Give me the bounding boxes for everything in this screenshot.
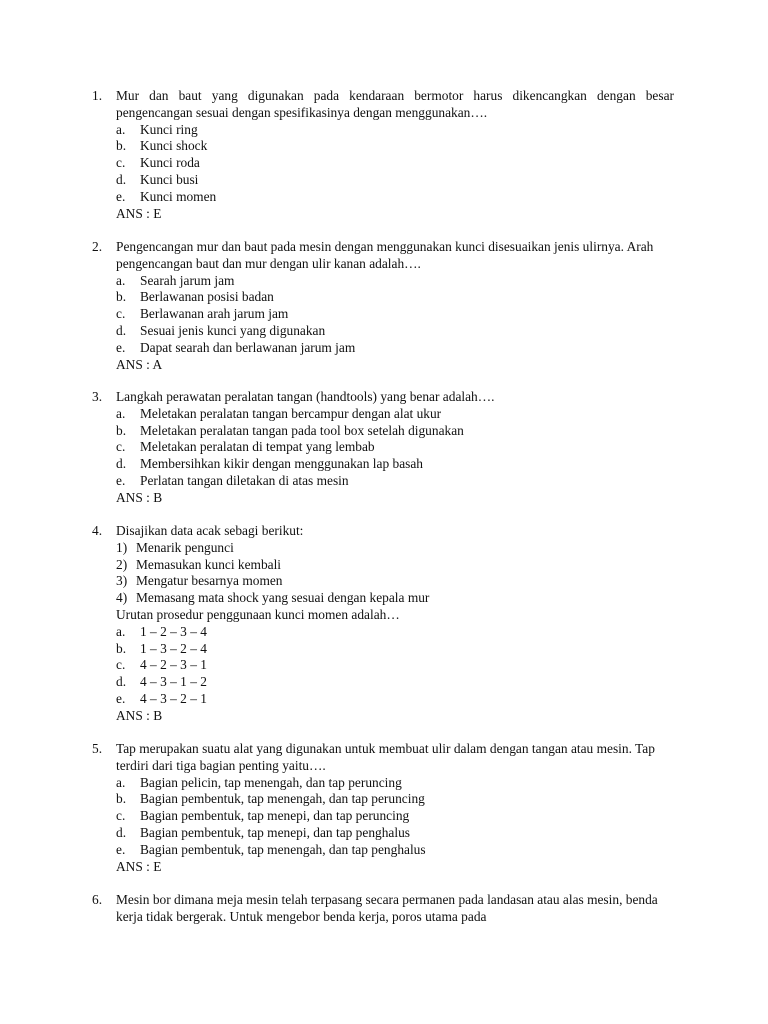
option-letter: e. bbox=[116, 188, 126, 204]
question-text: Mesin bor dimana meja mesin telah terpasang secara permanen pada landasan atau alas mesin, benda kerja tidak bergerak. Untuk mengebor benda kerja, poros utama pada bbox=[116, 892, 658, 924]
option-text: Meletakan peralatan di tempat yang lembab bbox=[140, 439, 375, 455]
question-number: 3. bbox=[92, 389, 103, 404]
option-text: Bagian pelicin, tap menengah, dan tap peruncing bbox=[140, 774, 402, 790]
option-letter: a. bbox=[116, 121, 126, 137]
option-text: 4 – 3 – 2 – 1 bbox=[140, 691, 207, 706]
option-letter: b. bbox=[116, 138, 127, 154]
option-text: Bagian pembentuk, tap menepi, dan tap peruncing bbox=[140, 808, 410, 824]
option-letter: c. bbox=[116, 155, 126, 171]
option-text: Berlawanan arah jarum jam bbox=[140, 306, 289, 322]
option-letter: b. bbox=[116, 791, 127, 807]
option-letter: b. bbox=[116, 422, 127, 438]
question-text: Tap merupakan suatu alat yang digunakan untuk membuat ulir dalam dengan tangan atau mesin. Tap terdiri dari tiga bagian penting yaitu…. bbox=[116, 741, 655, 773]
option-letter: e. bbox=[116, 473, 126, 488]
option-text: Bagian pembentuk, tap menepi, dan tap penghalus bbox=[140, 825, 410, 840]
option-letter: d. bbox=[116, 456, 127, 472]
option-text: Sesuai jenis kunci yang digunakan bbox=[140, 323, 326, 338]
option-letter: a. bbox=[116, 774, 126, 790]
option-text: Kunci momen bbox=[140, 188, 217, 204]
step-number: 3) bbox=[116, 573, 128, 589]
question-number: 6. bbox=[92, 892, 103, 907]
option-text: Kunci shock bbox=[140, 138, 208, 154]
question-text: Disajikan data acak sebagi berikut: bbox=[116, 523, 304, 538]
option-letter: a. bbox=[116, 272, 126, 288]
option-text: 1 – 3 – 2 – 4 bbox=[140, 640, 207, 656]
option-text: 4 – 3 – 1 – 2 bbox=[140, 674, 207, 690]
option-text: Kunci roda bbox=[140, 155, 200, 171]
option-letter: c. bbox=[116, 657, 126, 673]
option-text: Meletakan peralatan tangan pada tool box setelah digunakan bbox=[140, 422, 464, 438]
option-text: Dapat searah dan berlawanan jarum jam bbox=[140, 339, 356, 355]
step-number: 1) bbox=[116, 539, 128, 555]
option-letter: e. bbox=[116, 691, 126, 706]
option-text: Kunci busi bbox=[140, 172, 199, 187]
answer-key: ANS : E bbox=[116, 858, 162, 874]
option-letter: a. bbox=[116, 623, 126, 639]
answer-key: ANS : E bbox=[116, 205, 162, 221]
option-text: 1 – 2 – 3 – 4 bbox=[140, 623, 207, 639]
question-number: 2. bbox=[92, 239, 103, 254]
question-text: Langkah perawatan peralatan tangan (handtools) yang benar adalah…. bbox=[116, 389, 495, 404]
option-letter: d. bbox=[116, 172, 127, 187]
option-text: Perlatan tangan diletakan di atas mesin bbox=[140, 473, 349, 488]
step-number: 2) bbox=[116, 556, 128, 572]
question-number: 4. bbox=[92, 523, 103, 538]
option-letter: c. bbox=[116, 306, 126, 322]
option-letter: e. bbox=[116, 841, 126, 857]
question-text: Pengencangan mur dan baut pada mesin dengan menggunakan kunci disesuaikan jenis ulirnya. Arah pengencangan baut dan mur dengan ulir kanan adalah…. bbox=[116, 239, 654, 271]
option-text: Searah jarum jam bbox=[140, 272, 235, 288]
option-letter: c. bbox=[116, 808, 126, 824]
option-letter: b. bbox=[116, 640, 127, 656]
answer-key: ANS : B bbox=[116, 489, 163, 505]
option-letter: c. bbox=[116, 439, 126, 455]
option-text: 4 – 2 – 3 – 1 bbox=[140, 657, 207, 673]
option-text: Bagian pembentuk, tap menengah, dan tap penghalus bbox=[140, 841, 426, 857]
option-text: Kunci ring bbox=[140, 121, 198, 137]
option-text: Membersihkan kikir dengan menggunakan lap basah bbox=[140, 456, 423, 472]
step-text: Memasukan kunci kembali bbox=[136, 556, 282, 572]
step-text: Memasang mata shock yang sesuai dengan kepala mur bbox=[136, 590, 430, 606]
question-text: Mur dan baut yang digunakan pada kendaraan bermotor harus dikencangkan dengan besar pengencangan sesuai dengan spesifikasinya dengan menggunakan…. bbox=[116, 88, 674, 120]
option-letter: d. bbox=[116, 825, 127, 840]
step-text: Mengatur besarnya momen bbox=[136, 573, 283, 589]
option-letter: d. bbox=[116, 674, 127, 690]
option-letter: e. bbox=[116, 339, 126, 355]
question-number: 5. bbox=[92, 741, 103, 756]
step-text: Menarik pengunci bbox=[136, 539, 234, 555]
question-number: 1. bbox=[92, 88, 103, 103]
option-text: Bagian pembentuk, tap menengah, dan tap peruncing bbox=[140, 791, 425, 807]
question-prompt: Urutan prosedur penggunaan kunci momen adalah… bbox=[116, 607, 400, 622]
option-text: Berlawanan posisi badan bbox=[140, 289, 274, 305]
answer-key: ANS : B bbox=[116, 707, 163, 723]
option-letter: d. bbox=[116, 323, 127, 338]
option-letter: b. bbox=[116, 289, 127, 305]
step-number: 4) bbox=[116, 590, 128, 606]
option-text: Meletakan peralatan tangan bercampur dengan alat ukur bbox=[140, 405, 442, 421]
answer-key: ANS : A bbox=[116, 356, 163, 372]
option-letter: a. bbox=[116, 405, 126, 421]
